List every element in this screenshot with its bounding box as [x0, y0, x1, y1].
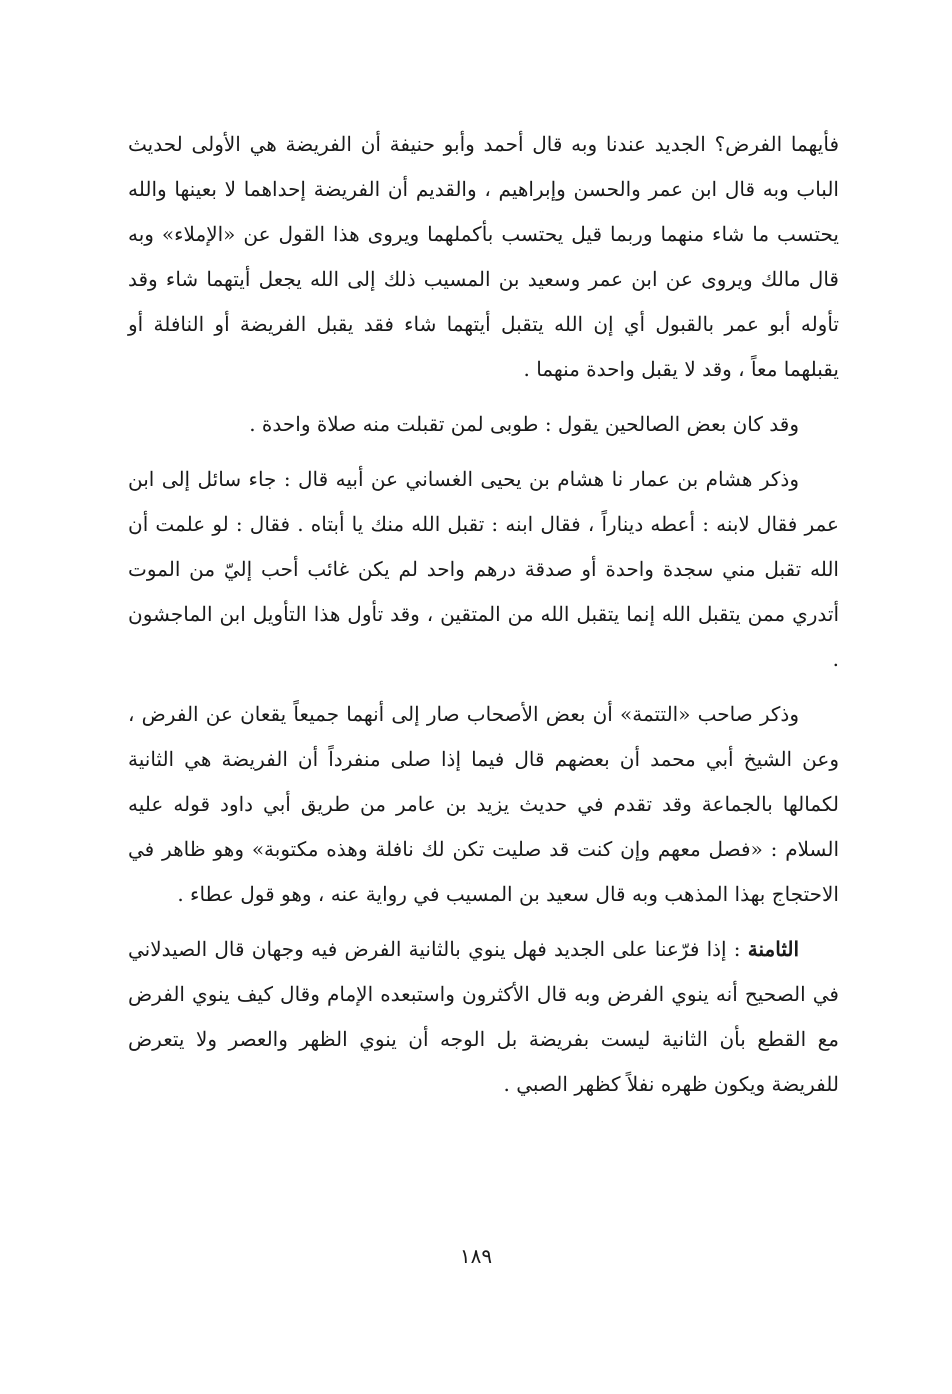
paragraph-3 [128, 457, 839, 682]
paragraph-5-text: : إذا فرّعنا على الجديد فهل ينوي بالثانية الفرض فيه وجهان قال الصيدلاني في الصحيح أنه ينوي الفرض وبه قال الأكثرون واستبعده الإمام وقال كيف ينوي الفرض مع القطع بأن الثانية ليست بفريضة بل الوجه أن ينوي الظهر والعصر ولا يتعرض للفريضة ويكون ظهره نفلاً كظهر الصبي . [128, 937, 839, 1096]
paragraph-5 [128, 927, 839, 1107]
page-number: ١٨٩ [459, 1244, 493, 1268]
paragraph-4-text: وذكر صاحب «التتمة» أن بعض الأصحاب صار إلى أنهما جميعاً يقعان عن الفرض ، وعن الشيخ أبي محمد أن بعضهم قال فيما إذا صلى منفرداً أن الفريضة هي الثانية لكمالها بالجماعة وقد تقدم في حديث يزيد بن عامر من طريق أبي داود قوله عليه السلام : «فصل معهم وإن كنت قد صليت تكن لك نافلة وهذه مكتوبة» وهو ظاهر في الاحتجاج بهذا المذهب وبه قال سعيد بن المسيب في رواية عنه ، وهو قول عطاء . [128, 702, 839, 906]
paragraph-2 [128, 402, 839, 447]
paragraph-2-text: وقد كان بعض الصالحين يقول : طوبى لمن تقبلت منه صلاة واحدة . [249, 412, 799, 436]
paragraph-4 [128, 692, 839, 917]
paragraph-1 [128, 122, 839, 392]
paragraph-1-text: فأيهما الفرض؟ الجديد عندنا وبه قال أحمد وأبو حنيفة أن الفريضة هي الأولى لحديث الباب وبه قال ابن عمر والحسن وإبراهيم ، والقديم أن الفريضة إحداهما لا بعينها والله يحتسب ما شاء منهما وربما قيل يحتسب بأكملهما ويروى هذا القول عن «الإملاء» وبه قال مالك ويروى عن ابن عمر وسعيد بن المسيب ذلك إلى الله يجعل أيتهما شاء وقد تأوله أبو عمر بالقبول أي إن الله يتقبل أيتهما شاء فقد يقبل الفريضة أو النافلة أو يقبلهما معاً ، وقد لا يقبل واحدة منهما . [128, 132, 839, 381]
body-text [128, 122, 839, 1107]
paragraph-5-lead: الثامنة [747, 937, 799, 961]
paragraph-3-text: وذكر هشام بن عمار نا هشام بن يحيى الغساني عن أبيه قال : جاء سائل إلى ابن عمر فقال لابنه : أعطه ديناراً ، فقال ابنه : تقبل الله منك يا أبتاه . فقال : لو علمت أن الله تقبل مني سجدة واحدة أو صدقة درهم واحد لم يكن غائب أحب إليّ من الموت أتدري ممن يتقبل الله إنما يتقبل الله من المتقين ، وقد تأول هذا التأويل ابن الماجشون . [128, 467, 840, 671]
